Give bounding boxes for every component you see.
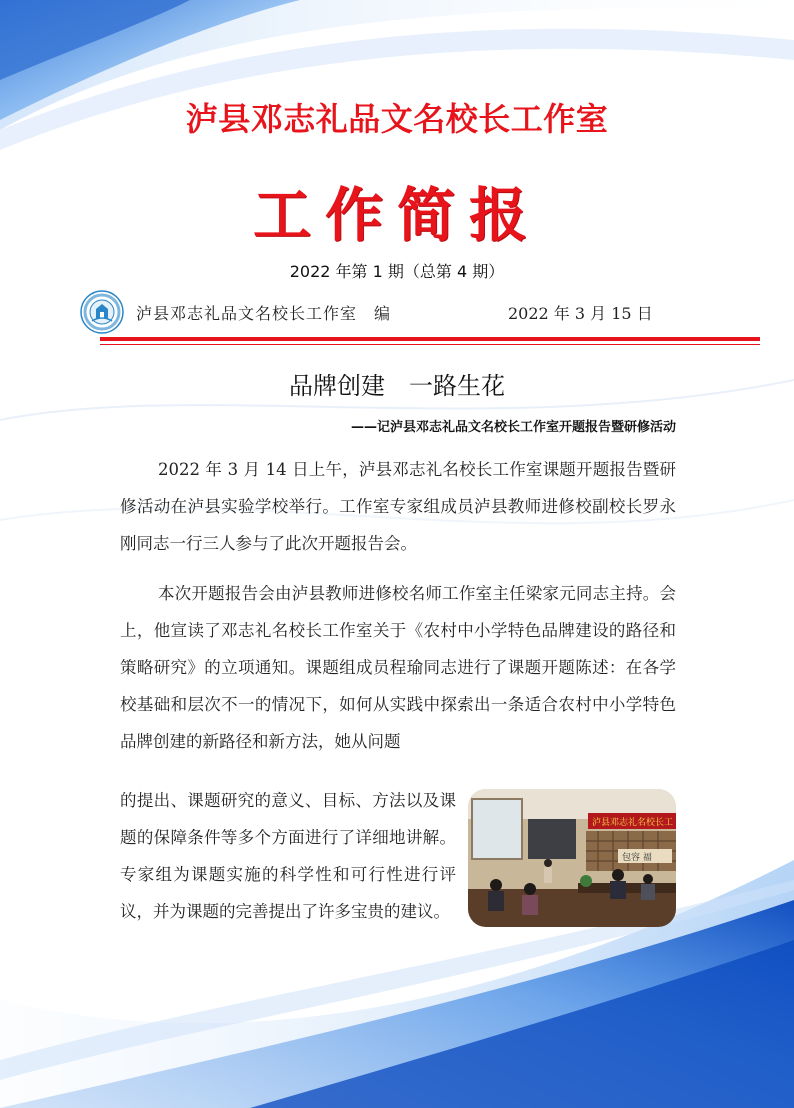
paragraph-2: 本次开题报告会由泸县教师进修校名师工作室主任梁家元同志主持。会上，他宣读了邓志礼名校长工作室关于《农村中小学特色品牌建设的路径和策略研究》的立项通知。课题组成员程瑜同志进行了课题开题陈述：在各学校基础和层次不一的情况下，如何从实践中探索出一条适合农村中小学特色品牌创建的新路径和新方法，她从问题 <box>120 584 676 751</box>
meeting-photo-illustration <box>468 789 676 927</box>
meeting-photo <box>468 789 676 927</box>
article-title: 品牌创建 一路生花 <box>289 372 505 400</box>
editor-line: 泸县邓志礼品文名校长工作室 编 <box>136 304 392 323</box>
article-subtitle: ——记泸县邓志礼品文名校长工作室开题报告暨研修活动 <box>350 420 676 435</box>
school-logo-icon <box>80 290 124 334</box>
paragraph-3: 的提出、课题研究的意义、目标、方法以及课题的保障条件等多个方面进行了详细地讲解。专家组为课题实施的科学性和可行性进行评议，并为课题的完善提出了许多宝贵的建议。 <box>120 791 456 921</box>
issue-number: 2022 年第 1 期（总第 4 期） <box>289 262 505 281</box>
brief-title: 工作简报 <box>252 181 541 249</box>
header-rule-thick <box>100 337 760 341</box>
publish-date: 2022 年 3 月 15 日 <box>508 304 653 323</box>
photo-wall-text: 包容 福 <box>622 853 652 863</box>
paragraph-1: 2022 年 3 月 14 日上午，泸县邓志礼名校长工作室课题开题报告暨研修活动在泸县实验学校举行。工作室专家组成员泸县教师进修校副校长罗永刚同志一行三人参与了此次开题报告会。 <box>120 460 676 553</box>
org-title: 泸县邓志礼品文名校长工作室 <box>185 100 609 138</box>
photo-banner-text: 泸县邓志礼名校长工 <box>592 818 674 828</box>
header-rule-thin <box>100 344 760 345</box>
